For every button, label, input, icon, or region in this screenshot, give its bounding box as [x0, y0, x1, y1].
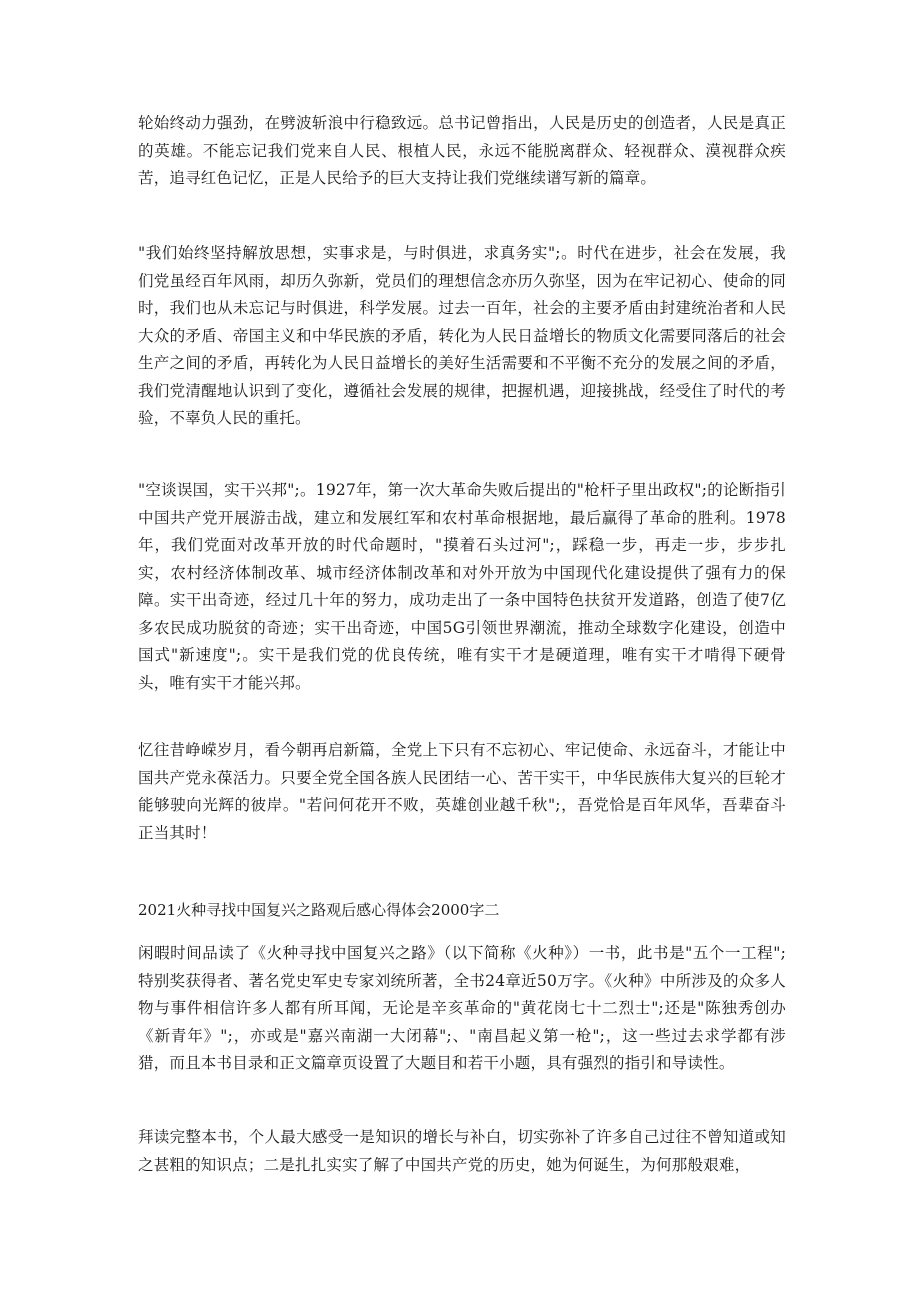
body-paragraph: 忆往昔峥嵘岁月，看今朝再启新篇，全党上下只有不忘初心、牢记使命、永远奋斗，才能让中国共产党永葆活力。只要全党全国各族人民团结一心、苦干实干，中华民族伟大复兴的巨轮才能够驶向光辉的彼岸。"若问何花开不败，英雄创业越千秋";，吾党恰是百年风华，吾辈奋斗正当其时！ [138, 741, 786, 842]
body-paragraph: 闲暇时间品读了《火种寻找中国复兴之路》（以下简称《火种》）一书，此书是"五个一工程";特别奖获得者、著名党史军史专家刘统所著，全书24章近50万字。《火种》中所涉及的众多人物与事件相信许多人都有所耳闻，无论是辛亥革命的"黄花岗七十二烈士";还是"陈独秀创办《新青年》";，亦或是"嘉兴南湖一大闭幕";、"南昌起义第一枪";，这一些过去求学都有涉猎，而且本书目录和正文篇章页设置了大题目和若干小题，具有强烈的指引和导读性。 [138, 944, 786, 1072]
body-paragraph: "我们始终坚持解放思想，实事求是，与时俱进，求真务实";。时代在进步，社会在发展，我们党虽经百年风雨，却历久弥新，党员们的理想信念亦历久弥坚，因为在牢记初心、使命的同时，我们也从未忘记与时俱进，科学发展。过去一百年，社会的主要矛盾由封建统治者和人民大众的矛盾、帝国主义和中华民族的矛盾，转化为人民日益增长的物质文化需要同落后的社会生产之间的矛盾，再转化为人民日益增长的美好生活需要和不平衡不充分的发展之间的矛盾，我们党清醒地认识到了变化，遵循社会发展的规律，把握机遇，迎接挑战，经受住了时代的考验，不辜负人民的重托。 [138, 244, 786, 427]
body-paragraph: 轮始终动力强劲，在劈波斩浪中行稳致远。总书记曾指出，人民是历史的创造者，人民是真正的英雄。不能忘记我们党来自人民、根植人民，永远不能脱离群众、轻视群众、漠视群众疾苦，追寻红色记忆，正是人民给予的巨大支持让我们党继续谱写新的篇章。 [138, 114, 786, 187]
body-paragraph: "空谈误国，实干兴邦";。1927年，第一次大革命失败后提出的"枪杆子里出政权";的论断指引中国共产党开展游击战，建立和发展红军和农村革命根据地，最后赢得了革命的胜利。1978年，我们党面对改革开放的时代命题时，"摸着石头过河";，踩稳一步，再走一步，步步扎实，农村经济体制改革、城市经济体制改革和对外开放为中国现代化建设提供了强有力的保障。实干出奇迹，经过几十年的努力，成功走出了一条中国特色扶贫开发道路，创造了使7亿多农民成功脱贫的奇迹；实干出奇迹，中国5G引领世界潮流，推动全球数字化建设，创造中国式"新速度";。实干是我们党的优良传统，唯有实干才是硬道理，唯有实干才啃得下硬骨头，唯有实干才能兴邦。 [138, 481, 786, 692]
section-heading: 2021火种寻找中国复兴之路观后感心得体会2000字二 [138, 901, 500, 919]
body-paragraph: 拜读完整本书，个人最大感受一是知识的增长与补白，切实弥补了许多自己过往不曾知道或知之甚粗的知识点；二是扎扎实实了解了中国共产党的历史，她为何诞生，为何那般艰难， [138, 1128, 786, 1174]
